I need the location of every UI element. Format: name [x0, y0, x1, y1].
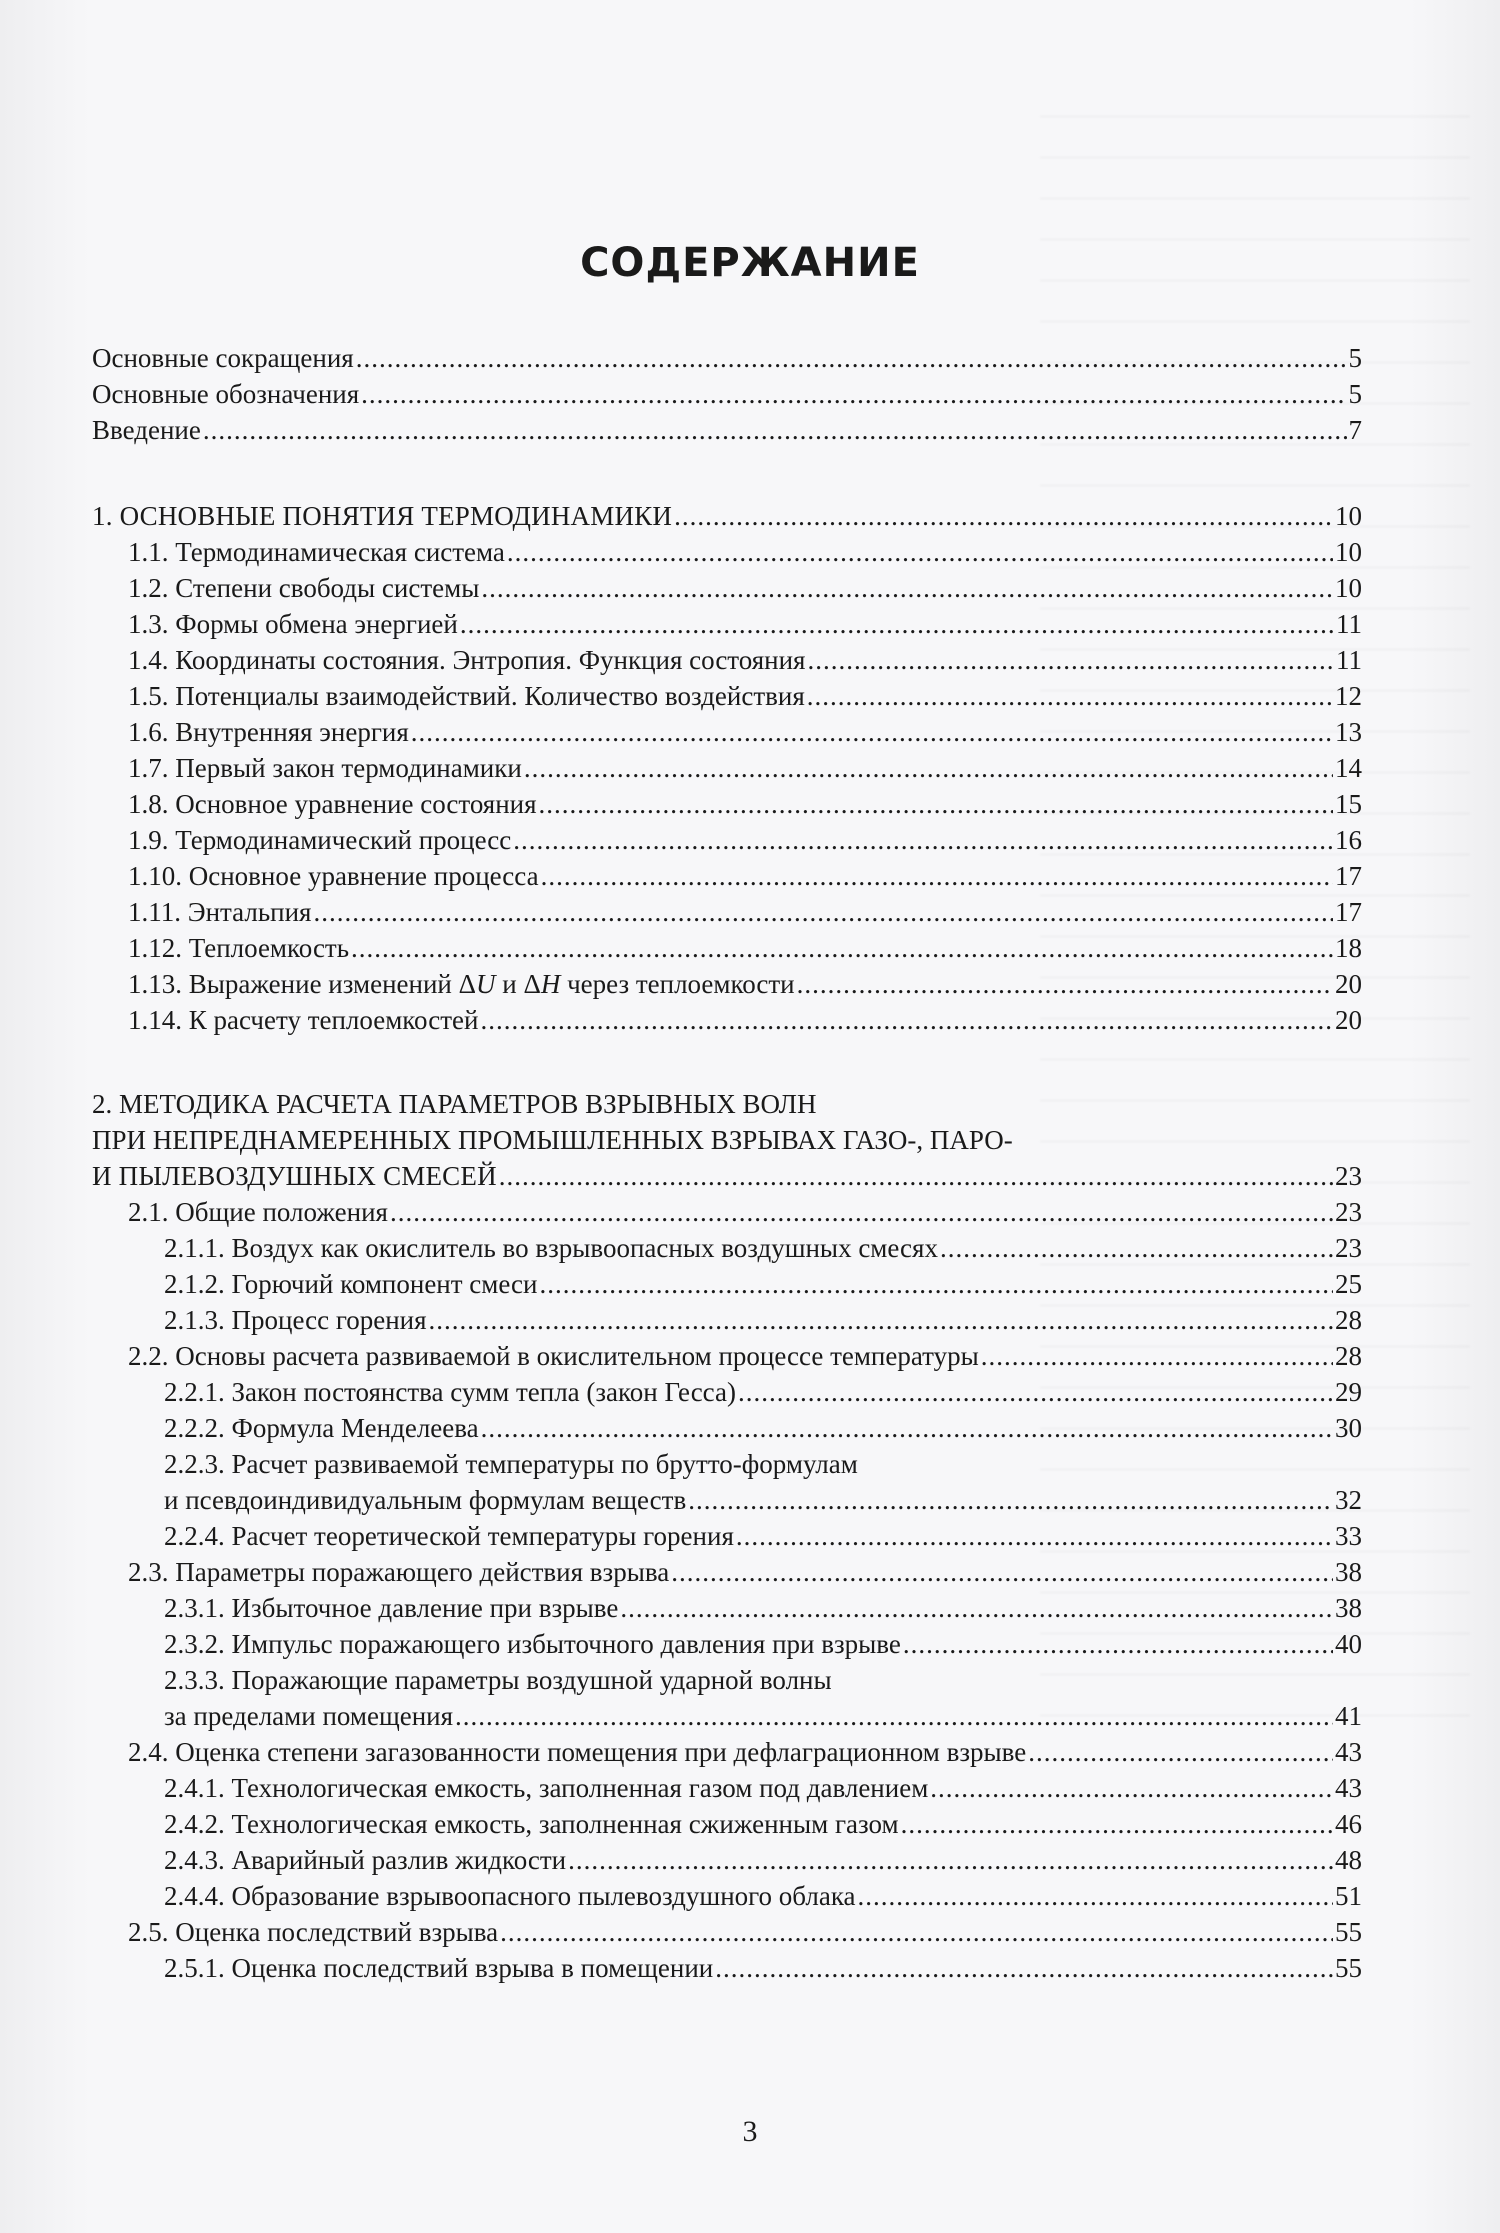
toc-entry-page: 30: [1335, 1413, 1362, 1443]
leader-dots: [390, 1196, 1333, 1228]
toc-entry-page: 20: [1335, 969, 1362, 999]
toc-entry-line-1: 2.3.3. Поражающие параметры воздушной ударной волны: [164, 1665, 832, 1695]
toc-entry-label: за пределами помещения: [164, 1701, 454, 1731]
toc-entry-page: 51: [1335, 1881, 1362, 1911]
toc-entry-label: 2.1.2. Горючий компонент смеси: [164, 1269, 538, 1299]
toc-entry-page: 32: [1335, 1485, 1362, 1515]
toc-entry-page: 33: [1335, 1521, 1362, 1551]
toc-entry-label: 2.2.2. Формула Менделеева: [164, 1413, 479, 1443]
leader-dots: [481, 1412, 1333, 1444]
toc-entry-page: 14: [1335, 753, 1362, 783]
label-part: через теплоемкости: [560, 969, 795, 999]
toc-entry-label: 1.8. Основное уравнение состояния: [128, 789, 537, 819]
leader-dots: [500, 1916, 1333, 1948]
toc-entry: [164, 1772, 1362, 1804]
toc-entry-label: 2.2.4. Расчет теоретической температуры горения: [164, 1521, 734, 1551]
leader-dots: [797, 968, 1333, 1000]
toc-entry-page: 10: [1335, 537, 1362, 567]
toc-entry-page: 43: [1335, 1737, 1362, 1767]
toc-entry-page: 25: [1335, 1269, 1362, 1299]
toc-entry-page: 11: [1336, 645, 1362, 675]
toc-entry: [164, 1304, 1362, 1336]
leader-dots: [351, 932, 1333, 964]
leader-dots: [455, 1700, 1333, 1732]
toc-entry-page: 10: [1335, 501, 1362, 531]
page-number: 3: [742, 2115, 758, 2148]
leader-dots: [481, 572, 1333, 604]
toc-entry: [164, 1268, 1362, 1300]
toc-entry-page: 17: [1335, 897, 1362, 927]
toc-entry-label: 1.3. Формы обмена энергией: [128, 609, 458, 639]
toc-entry: [128, 932, 1362, 964]
label-part: и Δ: [495, 969, 541, 999]
toc-entry: [128, 752, 1362, 784]
toc-entry-label: Основные сокращения: [92, 343, 354, 373]
toc-entry-label: 2.2.1. Закон постоянства сумм тепла (закон Гесса): [164, 1377, 736, 1407]
toc-entry-line-1: 2.2.3. Расчет развиваемой температуры по брутто-формулам: [164, 1449, 858, 1479]
toc-entry-label: 2.4.3. Аварийный разлив жидкости: [164, 1845, 567, 1875]
leader-dots: [313, 896, 1333, 928]
toc-entry-label: 2.4.1. Технологическая емкость, заполненная газом под давлением: [164, 1773, 929, 1803]
toc-entry-label: 2.4.2. Технологическая емкость, заполненная сжиженным газом: [164, 1809, 899, 1839]
toc-entry-label: 2.5.1. Оценка последствий взрыва в помещении: [164, 1953, 714, 1983]
leader-dots: [674, 500, 1333, 532]
leader-dots: [568, 1844, 1333, 1876]
toc-entry-page: 5: [1348, 343, 1362, 373]
toc-entry: [128, 536, 1362, 568]
toc-entry-page: 38: [1335, 1557, 1362, 1587]
toc-entry-label: 2.5. Оценка последствий взрыва: [128, 1917, 499, 1947]
toc-entry-page: 40: [1335, 1629, 1362, 1659]
leader-dots: [738, 1376, 1333, 1408]
toc-entry: [128, 572, 1362, 604]
leader-dots: [361, 378, 1346, 410]
toc-entry: [164, 1952, 1362, 1984]
leader-dots: [807, 644, 1334, 676]
leader-dots: [539, 1268, 1333, 1300]
toc-entry-label: 1.2. Степени свободы системы: [128, 573, 480, 603]
toc-entry-page: 43: [1335, 1773, 1362, 1803]
toc-entry: [164, 1592, 1362, 1624]
toc-entry: [128, 644, 1362, 676]
label-part: 1.13. Выражение изменений Δ: [128, 969, 476, 999]
toc-entry: [128, 1736, 1362, 1768]
toc-entry: [128, 1916, 1362, 1948]
leader-dots: [736, 1520, 1333, 1552]
toc-chapter-line-2: ПРИ НЕПРЕДНАМЕРЕННЫХ ПРОМЫШЛЕННЫХ ВЗРЫВАХ ГАЗО-, ПАРО-: [92, 1125, 1013, 1155]
toc-entry-label: И ПЫЛЕВОЗДУШНЫХ СМЕСЕЙ: [92, 1161, 497, 1191]
toc-entry-label: 2.2. Основы расчета развиваемой в окислительном процессе температуры: [128, 1341, 979, 1371]
leader-dots: [901, 1808, 1333, 1840]
toc-entry: [164, 1880, 1362, 1912]
toc-entry-page: 23: [1335, 1233, 1362, 1263]
toc-chapter: [92, 1160, 1362, 1192]
toc-entry-label: 1.7. Первый закон термодинамики: [128, 753, 522, 783]
toc-entry-page: 17: [1335, 861, 1362, 891]
toc-entry-page: 29: [1335, 1377, 1362, 1407]
toc-entry-page: 48: [1335, 1845, 1362, 1875]
leader-dots: [356, 342, 1347, 374]
page-title: СОДЕРЖАНИЕ: [580, 240, 920, 286]
toc-entry: [164, 1412, 1362, 1444]
toc-entry-label: 2.4.4. Образование взрывоопасного пылевоздушного облака: [164, 1881, 856, 1911]
leader-dots: [981, 1340, 1333, 1372]
toc-entry-label: 2.1. Общие положения: [128, 1197, 388, 1227]
toc-entry-label: 1.6. Внутренняя энергия: [128, 717, 409, 747]
toc-entry-page: 55: [1335, 1953, 1362, 1983]
toc-entry-page: 55: [1335, 1917, 1362, 1947]
toc-entry: [92, 342, 1362, 374]
toc-entry: [92, 378, 1362, 410]
toc-entry: [128, 1556, 1362, 1588]
toc-entry: [128, 968, 1362, 1000]
toc-entry: [164, 1520, 1362, 1552]
toc-entry-page: 13: [1335, 717, 1362, 747]
toc-entry-page: 23: [1335, 1197, 1362, 1227]
toc-entry-label: Основные обозначения: [92, 379, 360, 409]
leader-dots: [203, 414, 1347, 446]
toc-entry-label: [128, 968, 795, 1000]
leader-dots: [513, 824, 1333, 856]
toc-entry: [128, 716, 1362, 748]
toc-chapter: [92, 500, 1362, 532]
toc-entry-label: 1.12. Теплоемкость: [128, 933, 350, 963]
leader-dots: [539, 788, 1333, 820]
toc-entry-page: 46: [1335, 1809, 1362, 1839]
leader-dots: [688, 1484, 1333, 1516]
toc-entry-label: 1.10. Основное уравнение процесса: [128, 861, 539, 891]
toc-entry: [164, 1808, 1362, 1840]
toc-entry-page: 20: [1335, 1005, 1362, 1035]
toc-entry-label: 1. ОСНОВНЫЕ ПОНЯТИЯ ТЕРМОДИНАМИКИ: [92, 501, 673, 531]
leader-dots: [1028, 1736, 1333, 1768]
toc-entry-page: 15: [1335, 789, 1362, 819]
leader-dots: [499, 1160, 1333, 1192]
leader-dots: [460, 608, 1334, 640]
toc-entry: [128, 608, 1362, 640]
toc-entry: [128, 788, 1362, 820]
toc-entry: [128, 824, 1362, 856]
toc-entry-label: 1.1. Термодинамическая система: [128, 537, 505, 567]
toc-entry: [164, 1628, 1362, 1660]
leader-dots: [858, 1880, 1333, 1912]
toc-entry-label: 2.3.1. Избыточное давление при взрыве: [164, 1593, 619, 1623]
toc-entry-page: 28: [1335, 1305, 1362, 1335]
toc-entry: [128, 1004, 1362, 1036]
toc-entry-label: 1.9. Термодинамический процесс: [128, 825, 512, 855]
toc-entry-label: 1.4. Координаты состояния. Энтропия. Функция состояния: [128, 645, 806, 675]
toc-chapter-line-1: 2. МЕТОДИКА РАСЧЕТА ПАРАМЕТРОВ ВЗРЫВНЫХ ВОЛН: [92, 1089, 817, 1119]
toc-entry: [92, 414, 1362, 446]
leader-dots: [930, 1772, 1333, 1804]
toc-entry: [128, 1196, 1362, 1228]
leader-dots: [507, 536, 1333, 568]
toc-entry-label: 1.14. К расчету теплоемкостей: [128, 1005, 479, 1035]
toc-entry: [128, 1340, 1362, 1372]
toc-entry-page: 5: [1348, 379, 1362, 409]
toc-entry: [128, 896, 1362, 928]
toc-entry: [128, 860, 1362, 892]
toc-entry-label: 1.5. Потенциалы взаимодействий. Количество воздействия: [128, 681, 805, 711]
leader-dots: [620, 1592, 1333, 1624]
toc-entry-page: 23: [1335, 1161, 1362, 1191]
toc-entry-page: 18: [1335, 933, 1362, 963]
leader-dots: [807, 680, 1333, 712]
toc-entry-label: и псевдоиндивидуальным формулам веществ: [164, 1485, 687, 1515]
toc-entry-label: 2.3. Параметры поражающего действия взрыва: [128, 1557, 670, 1587]
toc-entry-page: 16: [1335, 825, 1362, 855]
toc-entry-page: 11: [1336, 609, 1362, 639]
toc-entry: [128, 680, 1362, 712]
symbol-u: U: [476, 969, 496, 999]
toc-entry: [164, 1484, 1362, 1516]
toc-entry-label: 1.11. Энтальпия: [128, 897, 312, 927]
leader-dots: [671, 1556, 1333, 1588]
toc-entry: [164, 1376, 1362, 1408]
toc-entry: [164, 1844, 1362, 1876]
toc-entry-label: 2.1.3. Процесс горения: [164, 1305, 427, 1335]
toc-entry-page: 12: [1335, 681, 1362, 711]
leader-dots: [903, 1628, 1333, 1660]
toc-entry-label: 2.4. Оценка степени загазованности помещения при дефлаграционном взрыве: [128, 1737, 1027, 1767]
leader-dots: [480, 1004, 1333, 1036]
toc-entry-page: 41: [1335, 1701, 1362, 1731]
toc-entry-label: Введение: [92, 415, 201, 445]
leader-dots: [524, 752, 1333, 784]
toc-entry: [164, 1232, 1362, 1264]
toc-entry-label: 2.1.1. Воздух как окислитель во взрывоопасных воздушных смесях: [164, 1233, 938, 1263]
toc-entry-label: 2.3.2. Импульс поражающего избыточного давления при взрыве: [164, 1629, 901, 1659]
leader-dots: [429, 1304, 1333, 1336]
toc-entry-page: 10: [1335, 573, 1362, 603]
symbol-h: H: [540, 969, 561, 999]
leader-dots: [715, 1952, 1333, 1984]
toc-entry-page: 38: [1335, 1593, 1362, 1623]
toc-entry-page: 28: [1335, 1341, 1362, 1371]
toc-entry-page: 7: [1348, 415, 1362, 445]
leader-dots: [541, 860, 1333, 892]
leader-dots: [940, 1232, 1333, 1264]
leader-dots: [411, 716, 1333, 748]
toc-entry: [164, 1700, 1362, 1732]
